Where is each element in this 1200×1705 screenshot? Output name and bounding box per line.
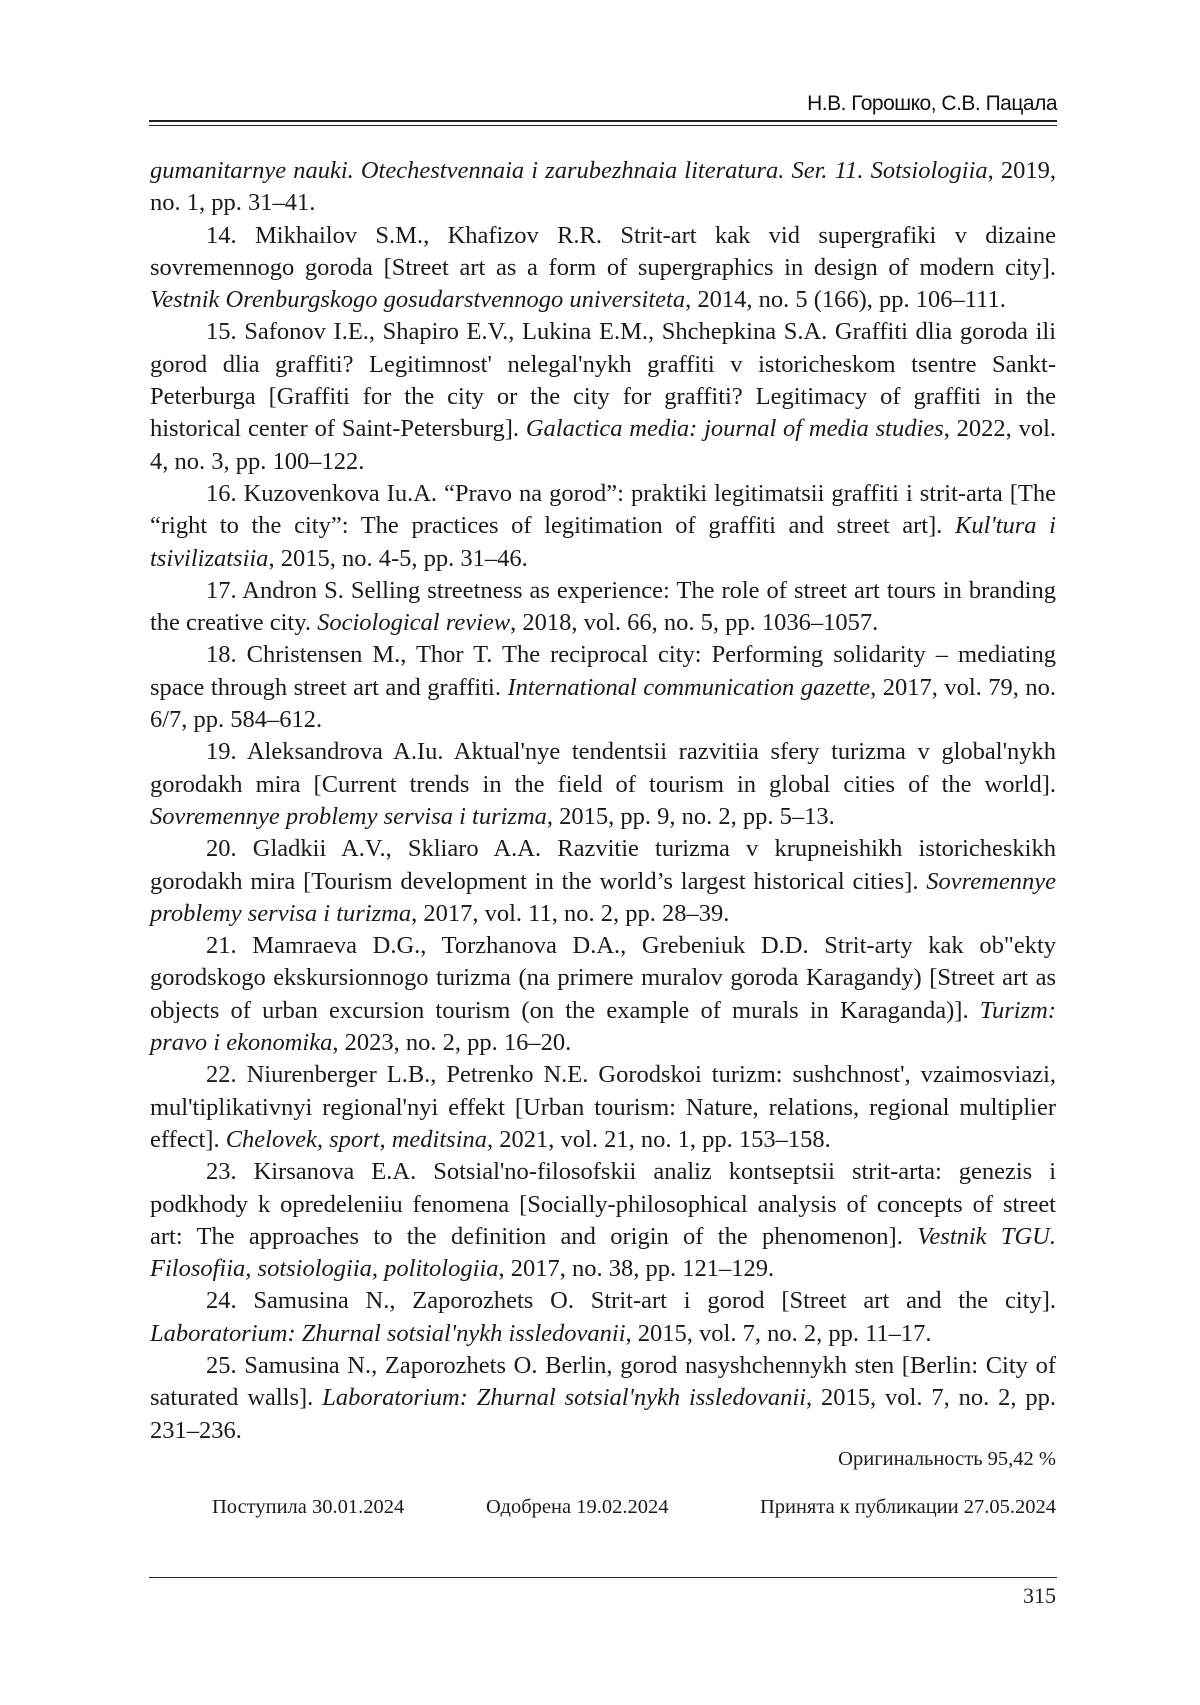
- reference-source-title: Kul'tura i tsivilizatsiia: [150, 512, 1056, 571]
- date-received: Поступила 30.01.2024: [212, 1496, 404, 1519]
- reference-list: [150, 155, 1056, 1447]
- reference-text: , 2017, no. 38, pp. 121–129.: [498, 1255, 774, 1282]
- date-approved: Одобрена 19.02.2024: [486, 1496, 668, 1519]
- reference-text: 19. Aleksandrova A.Iu. Aktual'nye tendentsii razvitiia sfery turizma v global'nykh gorodakh mira [Current trends in the field of tourism in global cities of the world].: [150, 738, 1056, 797]
- reference-entry: [150, 736, 1056, 833]
- running-header-authors: Н.В. Горошко, С.В. Пацала: [149, 92, 1057, 116]
- reference-entry: [150, 316, 1056, 477]
- page-number: 315: [150, 1583, 1056, 1609]
- reference-source-title: gumanitarnye nauki. Otechestvennaia i zarubezhnaia literatura. Ser. 11. Sotsiologiia: [150, 157, 988, 184]
- reference-source-title: Galactica media: journal of media studies: [526, 415, 944, 442]
- reference-text: 18. Christensen M., Thor T. The reciprocal city: Performing solidarity – mediating space through street art and graffiti.: [150, 641, 1056, 700]
- reference-text: 22. Niurenberger L.B., Petrenko N.E. Gorodskoi turizm: sushchnost', vzaimosviazi, mul'tiplikativnyi regional'nyi effekt [Urban tourism: Nature, relations, regional multiplier effect].: [150, 1061, 1056, 1153]
- reference-text: , 2019, no. 1, pp. 31–41.: [150, 157, 1056, 216]
- reference-source-title: Sociological review: [317, 609, 510, 636]
- reference-entry: [150, 1059, 1056, 1156]
- originality-note: Оригинальность 95,42 %: [150, 1448, 1056, 1471]
- reference-text: 23. Kirsanova E.A. Sotsial'no-filosofskii analiz kontseptsii strit-arta: genezis i podkhody k opredeleniiu fenomena [Socially-philosophical analysis of concepts of street art: The approaches to the definition and origin of the phenomenon].: [150, 1158, 1056, 1250]
- reference-text: , 2015, vol. 7, no. 2, pp. 231–236.: [150, 1384, 1056, 1443]
- reference-entry: [150, 478, 1056, 575]
- reference-text: 14. Mikhailov S.M., Khafizov R.R. Strit-art kak vid supergrafiki v dizaine sovremennogo goroda [Street art as a form of supergraphics in design of modern city].: [150, 222, 1056, 281]
- reference-source-title: Turizm: pravo i ekonomika: [150, 997, 1056, 1056]
- reference-source-title: Laboratorium: Zhurnal sotsial'nykh issledovanii: [150, 1320, 626, 1347]
- reference-entry: [150, 220, 1056, 317]
- reference-text: , 2021, vol. 21, no. 1, pp. 153–158.: [487, 1126, 831, 1153]
- reference-text: , 2018, vol. 66, no. 5, pp. 1036–1057.: [510, 609, 878, 636]
- reference-source-title: International communication gazette: [507, 674, 870, 701]
- reference-text: 20. Gladkii A.V., Skliaro A.A. Razvitie turizma v krupneishikh istoricheskikh gorodakh mira [Tourism development in the world’s largest historical cities].: [150, 835, 1056, 894]
- reference-entry: [150, 1156, 1056, 1285]
- reference-text: , 2017, vol. 11, no. 2, pp. 28–39.: [411, 900, 729, 927]
- reference-text: , 2015, no. 4-5, pp. 31–46.: [268, 545, 527, 572]
- reference-text: , 2023, no. 2, pp. 16–20.: [332, 1029, 571, 1056]
- reference-entry: [150, 930, 1056, 1059]
- reference-text: 24. Samusina N., Zaporozhets O. Strit-art i gorod [Street art and the city].: [206, 1287, 1056, 1314]
- reference-source-title: Sovremennye problemy servisa i turizma: [150, 868, 1056, 927]
- reference-text: 16. Kuzovenkova Iu.A. “Pravo na gorod”: praktiki legitimatsii graffiti i strit-arta [The “right to the city”: The practices of legitimation of graffiti and street art].: [150, 480, 1056, 539]
- reference-source-title: Laboratorium: Zhurnal sotsial'nykh issledovanii: [322, 1384, 806, 1411]
- reference-text: , 2015, vol. 7, no. 2, pp. 11–17.: [626, 1320, 932, 1347]
- reference-text: 25. Samusina N., Zaporozhets O. Berlin, gorod nasyshchennykh sten [Berlin: City of saturated walls].: [150, 1352, 1056, 1411]
- reference-text: , 2014, no. 5 (166), pp. 106–111.: [685, 286, 1006, 313]
- date-accepted: Принята к публикации 27.05.2024: [760, 1496, 1056, 1519]
- reference-text: , 2015, pp. 9, no. 2, pp. 5–13.: [547, 803, 835, 830]
- reference-entry: [150, 1350, 1056, 1447]
- reference-source-title: Vestnik Orenburgskogo gosudarstvennogo universiteta: [150, 286, 685, 313]
- reference-text: 17. Andron S. Selling streetness as experience: The role of street art tours in branding the creative city.: [150, 577, 1056, 636]
- reference-source-title: Chelovek, sport, meditsina: [226, 1126, 487, 1153]
- footer-rule: [149, 1577, 1057, 1578]
- header-double-rule: [149, 120, 1057, 126]
- reference-entry: [150, 833, 1056, 930]
- reference-entry: [150, 575, 1056, 640]
- reference-entry: [150, 639, 1056, 736]
- reference-entry: [150, 1285, 1056, 1350]
- reference-text: 21. Mamraeva D.G., Torzhanova D.A., Grebeniuk D.D. Strit-arty kak ob"ekty gorodskogo ekskursionnogo turizma (na primere muralov goroda Karagandy) [Street art as objects of urban excursion tourism (on the example of murals in Karaganda)].: [150, 932, 1056, 1024]
- reference-text: , 2022, vol. 4, no. 3, pp. 100–122.: [150, 415, 1056, 474]
- reference-source-title: Sovremennye problemy servisa i turizma: [150, 803, 547, 830]
- reference-text: , 2017, vol. 79, no. 6/7, pp. 584–612.: [150, 674, 1056, 733]
- reference-text: 15. Safonov I.E., Shapiro E.V., Lukina E.M., Shchepkina S.A. Graffiti dlia goroda ili gorod dlia graffiti? Legitimnost' nelegal'nykh graffiti v istoricheskom tsentre Sankt-Peterburga [Graffiti for the city or the city for graffiti? Legitimacy of graffiti in the historical center of Saint-Petersburg].: [150, 318, 1056, 442]
- reference-entry: [150, 155, 1056, 220]
- reference-source-title: Vestnik TGU. Filosofiia, sotsiologiia, politologiia: [150, 1223, 1056, 1282]
